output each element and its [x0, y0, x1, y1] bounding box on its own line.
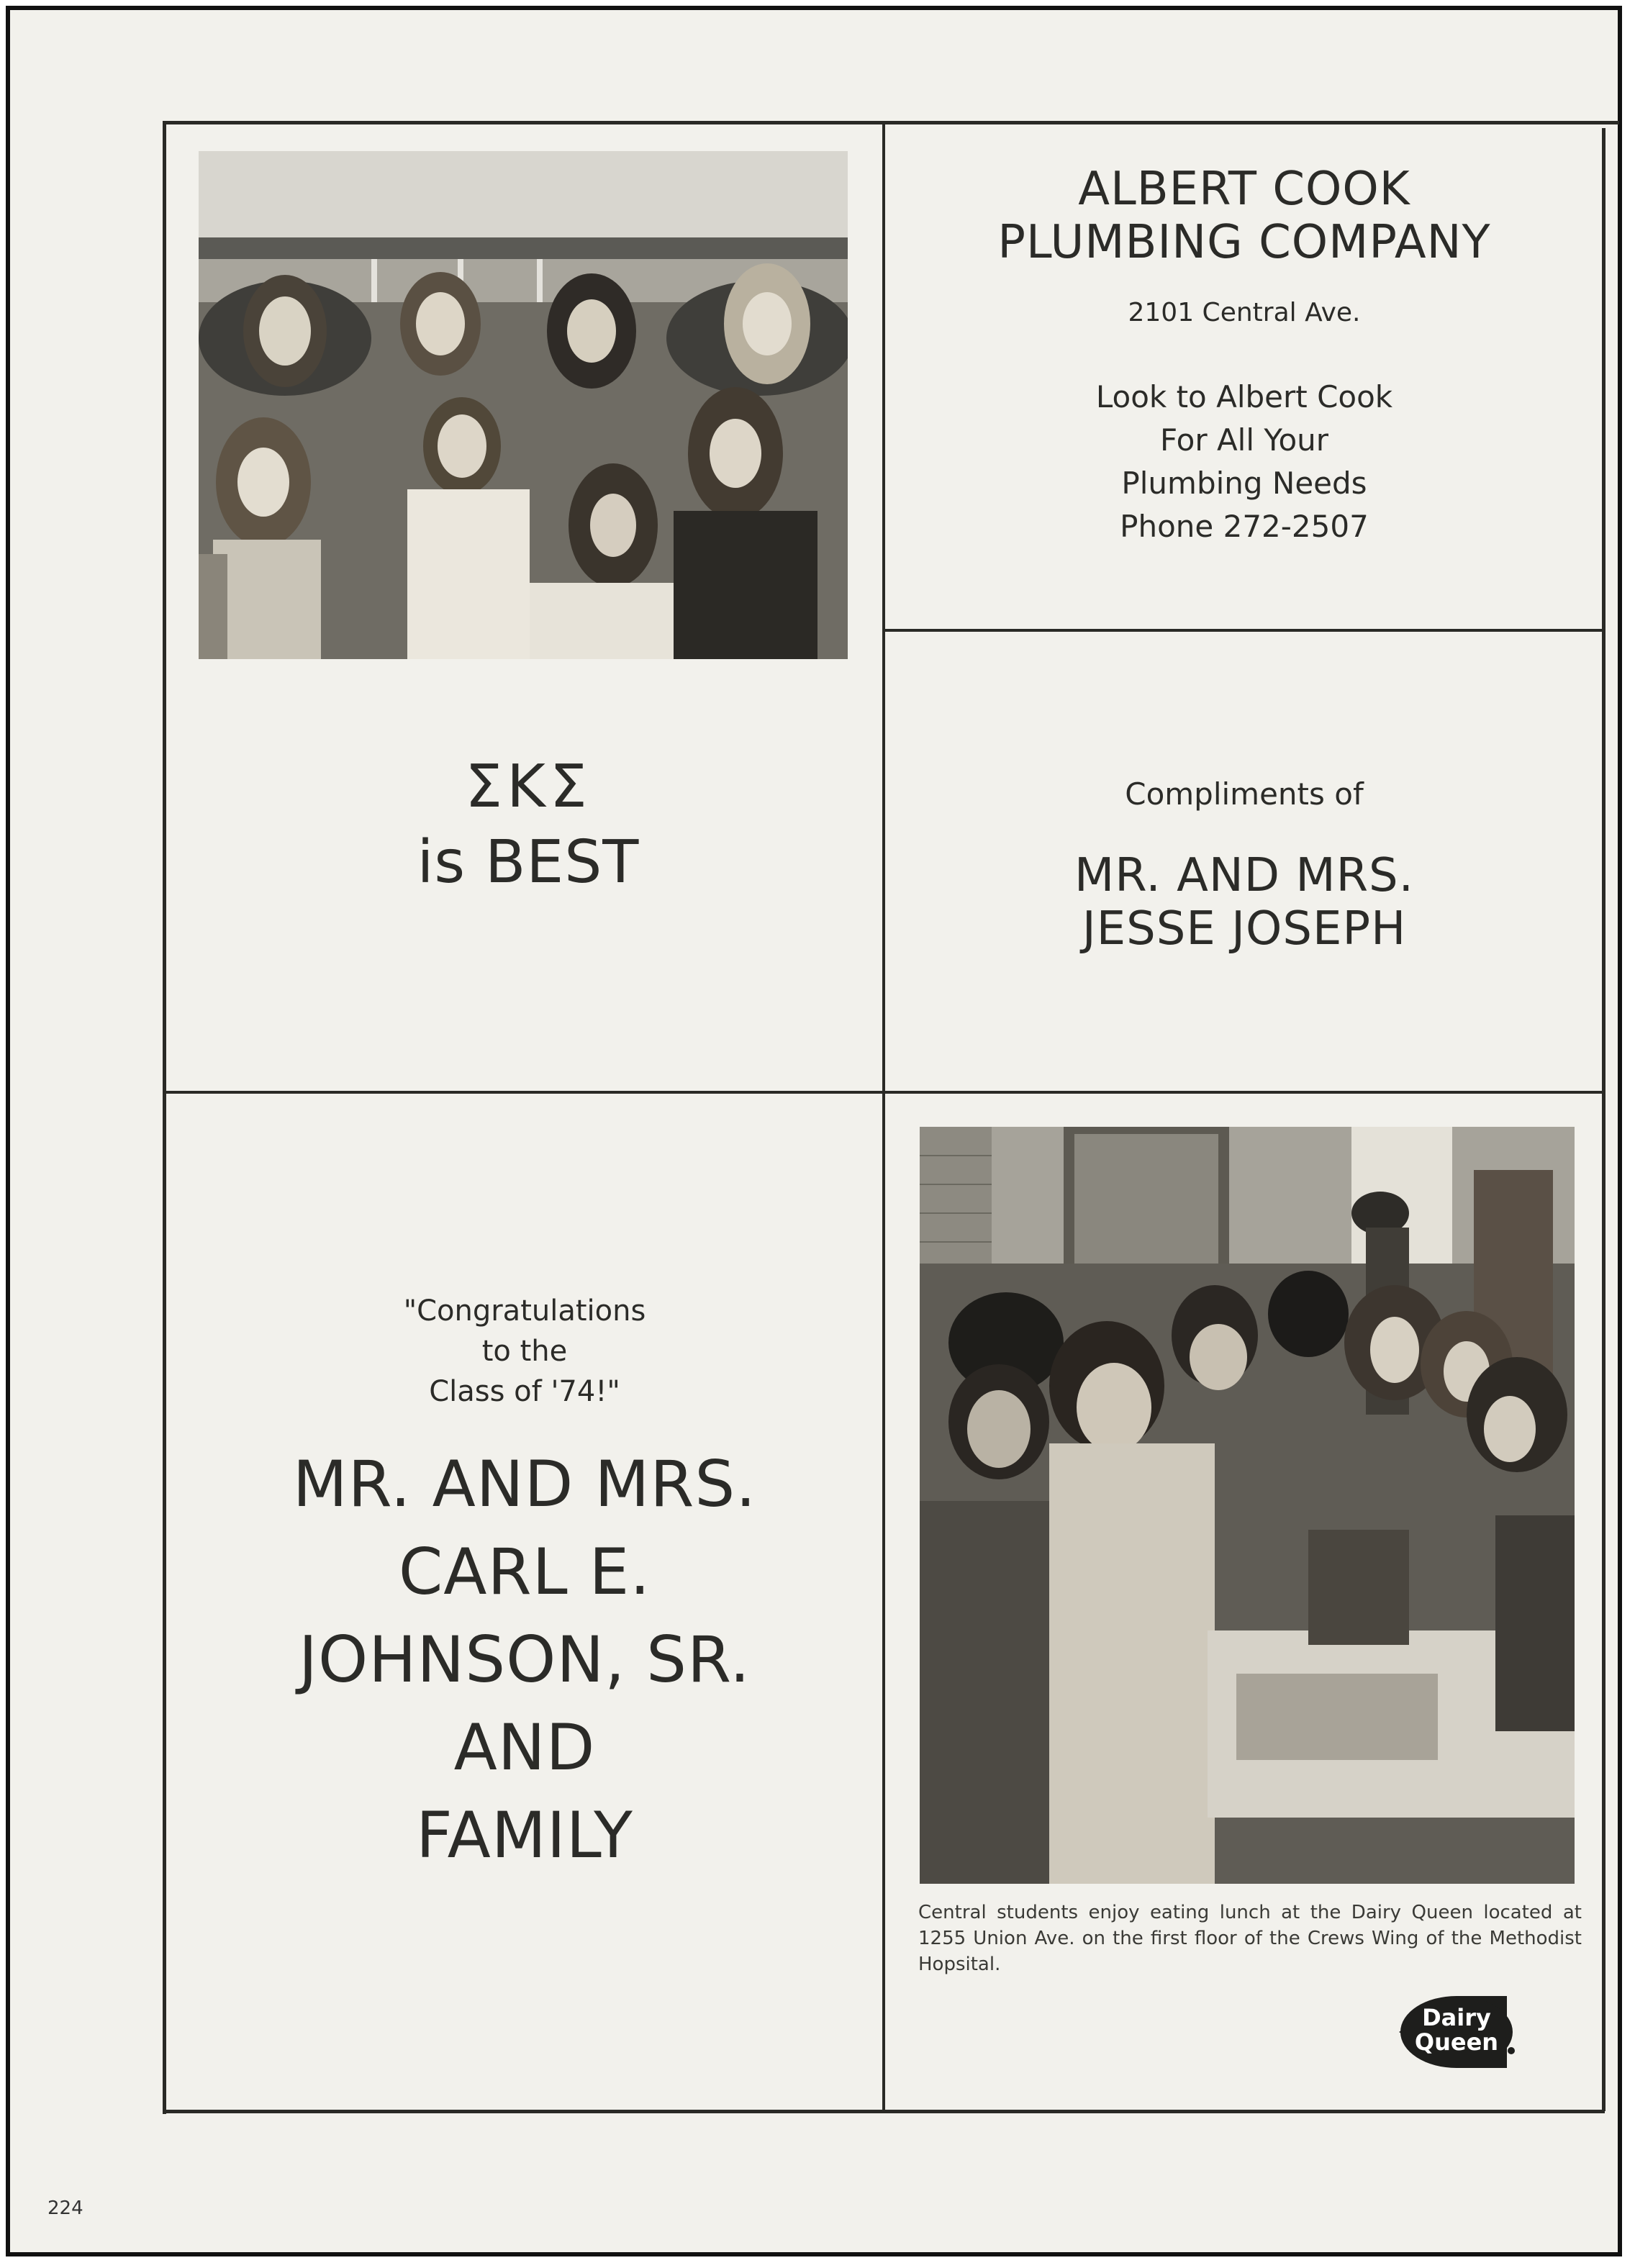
group-photo-girls — [199, 151, 848, 659]
albert-cook-title-line2: PLUMBING COMPANY — [997, 216, 1491, 269]
albert-cook-tagline-line: For All Your — [1159, 422, 1329, 458]
joseph-ad — [888, 773, 1600, 956]
joseph-name-line2: JESSE JOSEPH — [1082, 902, 1407, 956]
ad-grid-center-divider — [882, 121, 885, 2113]
johnson-name-line: CARL E. — [398, 1535, 651, 1609]
johnson-quote-line: "Congratulations — [403, 1294, 646, 1328]
ad-grid-top-border — [163, 121, 1619, 124]
dairy-queen-logo — [1396, 1990, 1517, 2074]
johnson-quote-line: Class of '74!" — [429, 1375, 620, 1408]
sigma-slogan: is BEST — [417, 828, 640, 897]
ad-grid-right-border — [1602, 128, 1605, 2111]
albert-cook-phone: Phone 272-2507 — [1120, 509, 1369, 544]
yearbook-page — [6, 6, 1622, 2256]
albert-cook-ad — [888, 163, 1600, 548]
dairy-queen-logo-line2: Queen — [1414, 2028, 1499, 2056]
albert-cook-tagline-line: Plumbing Needs — [1121, 466, 1367, 501]
sigma-letters: ΣΚΣ — [465, 753, 592, 821]
dairy-queen-logo-line1: Dairy — [1422, 2004, 1491, 2031]
johnson-quote-line: to the — [481, 1335, 568, 1368]
joseph-intro: Compliments of — [1125, 776, 1364, 812]
dairy-queen-lunch-photo — [920, 1127, 1575, 1884]
albert-cook-address: 2101 Central Ave. — [1128, 298, 1361, 327]
albert-cook-tagline-line: Look to Albert Cook — [1095, 379, 1393, 414]
johnson-name-line: JOHNSON, SR. — [299, 1623, 751, 1697]
dairy-queen-caption: Central students enjoy eating lunch at the Dairy Queen located at 1255 Union Ave. on the first floor of the Crews Wing of the Methodist Hopsital. — [918, 1902, 1582, 1975]
johnson-ad — [168, 1291, 881, 1879]
johnson-names — [168, 1441, 881, 1879]
johnson-name-line: MR. AND MRS. — [292, 1447, 757, 1521]
johnson-name-line: FAMILY — [416, 1798, 633, 1872]
sigma-ad-text — [183, 751, 874, 902]
johnson-name-line: AND — [453, 1710, 596, 1784]
joseph-name-line1: MR. AND MRS. — [1074, 849, 1415, 902]
ad-grid-left-border — [163, 121, 166, 2114]
albert-cook-tagline — [888, 376, 1600, 548]
ad-grid-right-upper-divider — [884, 629, 1603, 632]
page-number: 224 — [47, 2197, 83, 2219]
albert-cook-title-line1: ALBERT COOK — [1078, 163, 1410, 216]
ad-grid-middle-divider — [163, 1091, 1605, 1094]
